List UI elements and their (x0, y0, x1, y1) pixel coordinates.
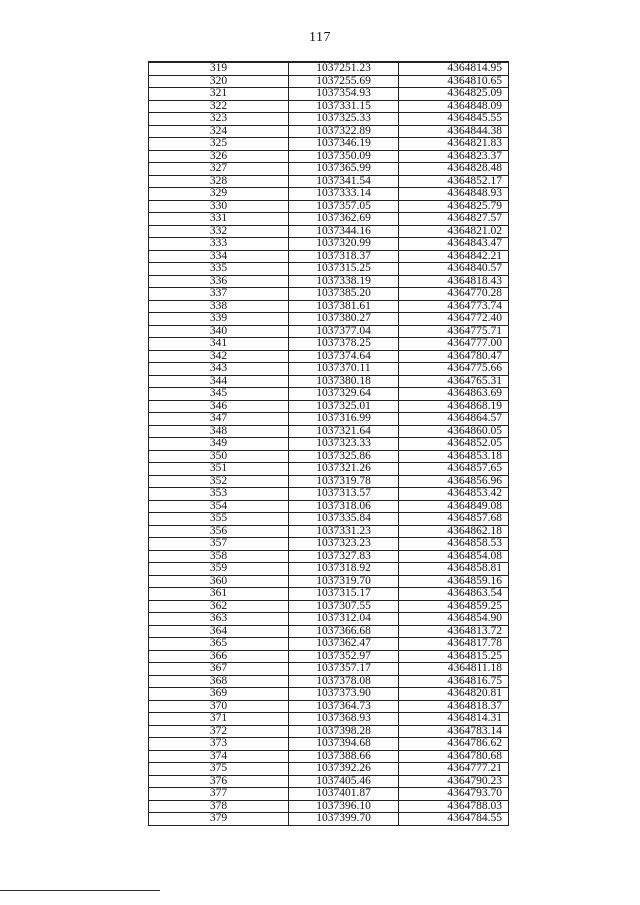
table-row (149, 750, 509, 763)
point-number-cell: 375 (149, 763, 289, 776)
point-number-cell: 340 (149, 325, 289, 338)
x-coordinate-cell: 1037362.69 (289, 213, 399, 226)
x-coordinate-cell: 1037255.69 (289, 75, 399, 88)
x-coordinate-cell: 1037380.27 (289, 313, 399, 326)
y-coordinate-cell: 4364844.38 (399, 125, 509, 138)
y-coordinate-cell: 4364818.37 (399, 700, 509, 713)
y-coordinate-cell: 4364825.79 (399, 200, 509, 213)
table-row (149, 600, 509, 613)
y-coordinate-cell: 4364852.05 (399, 438, 509, 451)
y-coordinate-cell: 4364863.54 (399, 588, 509, 601)
x-coordinate-cell: 1037374.64 (289, 350, 399, 363)
x-coordinate-cell: 1037319.70 (289, 575, 399, 588)
table-row (149, 138, 509, 151)
point-number-cell: 326 (149, 150, 289, 163)
point-number-cell: 348 (149, 425, 289, 438)
point-number-cell: 334 (149, 250, 289, 263)
point-number-cell: 343 (149, 363, 289, 376)
point-number-cell: 352 (149, 475, 289, 488)
x-coordinate-cell: 1037307.55 (289, 600, 399, 613)
y-coordinate-cell: 4364863.69 (399, 388, 509, 401)
y-coordinate-cell: 4364783.14 (399, 725, 509, 738)
x-coordinate-cell: 1037315.17 (289, 588, 399, 601)
table-row (149, 375, 509, 388)
point-number-cell: 337 (149, 288, 289, 301)
point-number-cell: 376 (149, 775, 289, 788)
y-coordinate-cell: 4364814.31 (399, 713, 509, 726)
x-coordinate-cell: 1037399.70 (289, 813, 399, 826)
point-number-cell: 374 (149, 750, 289, 763)
x-coordinate-cell: 1037357.05 (289, 200, 399, 213)
x-coordinate-cell: 1037341.54 (289, 175, 399, 188)
table-row (149, 325, 509, 338)
y-coordinate-cell: 4364859.16 (399, 575, 509, 588)
x-coordinate-cell: 1037315.25 (289, 263, 399, 276)
table-row (149, 663, 509, 676)
x-coordinate-cell: 1037380.18 (289, 375, 399, 388)
x-coordinate-cell: 1037327.83 (289, 550, 399, 563)
point-number-cell: 320 (149, 75, 289, 88)
x-coordinate-cell: 1037352.97 (289, 650, 399, 663)
table-row (149, 688, 509, 701)
table-row (149, 300, 509, 313)
y-coordinate-cell: 4364828.48 (399, 163, 509, 176)
x-coordinate-cell: 1037368.93 (289, 713, 399, 726)
point-number-cell: 322 (149, 100, 289, 113)
y-coordinate-cell: 4364858.81 (399, 563, 509, 576)
point-number-cell: 344 (149, 375, 289, 388)
point-number-cell: 377 (149, 788, 289, 801)
point-number-cell: 346 (149, 400, 289, 413)
page-number: 117 (309, 30, 331, 45)
table-row (149, 400, 509, 413)
y-coordinate-cell: 4364859.25 (399, 600, 509, 613)
x-coordinate-cell: 1037316.99 (289, 413, 399, 426)
x-coordinate-cell: 1037388.66 (289, 750, 399, 763)
point-number-cell: 371 (149, 713, 289, 726)
point-number-cell: 319 (149, 62, 289, 75)
y-coordinate-cell: 4364773.74 (399, 300, 509, 313)
table-row (149, 588, 509, 601)
x-coordinate-cell: 1037325.86 (289, 450, 399, 463)
y-coordinate-cell: 4364821.02 (399, 225, 509, 238)
point-number-cell: 324 (149, 125, 289, 138)
y-coordinate-cell: 4364784.55 (399, 813, 509, 826)
point-number-cell: 336 (149, 275, 289, 288)
y-coordinate-cell: 4364857.65 (399, 463, 509, 476)
x-coordinate-cell: 1037335.84 (289, 513, 399, 526)
table-row (149, 763, 509, 776)
y-coordinate-cell: 4364823.37 (399, 150, 509, 163)
y-coordinate-cell: 4364780.68 (399, 750, 509, 763)
y-coordinate-cell: 4364777.00 (399, 338, 509, 351)
y-coordinate-cell: 4364777.21 (399, 763, 509, 776)
x-coordinate-cell: 1037331.23 (289, 525, 399, 538)
point-number-cell: 332 (149, 225, 289, 238)
table-row (149, 88, 509, 101)
y-coordinate-cell: 4364811.18 (399, 663, 509, 676)
table-row (149, 538, 509, 551)
table-row (149, 200, 509, 213)
x-coordinate-cell: 1037398.28 (289, 725, 399, 738)
point-number-cell: 347 (149, 413, 289, 426)
point-number-cell: 333 (149, 238, 289, 251)
table-row (149, 475, 509, 488)
x-coordinate-cell: 1037366.68 (289, 625, 399, 638)
y-coordinate-cell: 4364775.71 (399, 325, 509, 338)
y-coordinate-cell: 4364843.47 (399, 238, 509, 251)
x-coordinate-cell: 1037313.57 (289, 488, 399, 501)
table-row (149, 563, 509, 576)
point-number-cell: 357 (149, 538, 289, 551)
x-coordinate-cell: 1037312.04 (289, 613, 399, 626)
point-number-cell: 365 (149, 638, 289, 651)
y-coordinate-cell: 4364827.57 (399, 213, 509, 226)
point-number-cell: 325 (149, 138, 289, 151)
x-coordinate-cell: 1037329.64 (289, 388, 399, 401)
x-coordinate-cell: 1037394.68 (289, 738, 399, 751)
point-number-cell: 369 (149, 688, 289, 701)
point-number-cell: 331 (149, 213, 289, 226)
x-coordinate-cell: 1037364.73 (289, 700, 399, 713)
table-row (149, 175, 509, 188)
y-coordinate-cell: 4364853.18 (399, 450, 509, 463)
table-row (149, 788, 509, 801)
table-row (149, 125, 509, 138)
point-number-cell: 345 (149, 388, 289, 401)
footnote-rule (0, 890, 160, 891)
point-number-cell: 360 (149, 575, 289, 588)
y-coordinate-cell: 4364852.17 (399, 175, 509, 188)
table-row (149, 238, 509, 251)
table-row (149, 250, 509, 263)
x-coordinate-cell: 1037401.87 (289, 788, 399, 801)
x-coordinate-cell: 1037344.16 (289, 225, 399, 238)
x-coordinate-cell: 1037251.23 (289, 62, 399, 75)
x-coordinate-cell: 1037378.08 (289, 675, 399, 688)
y-coordinate-cell: 4364770.28 (399, 288, 509, 301)
point-number-cell: 353 (149, 488, 289, 501)
y-coordinate-cell: 4364854.08 (399, 550, 509, 563)
table-row (149, 213, 509, 226)
x-coordinate-cell: 1037320.99 (289, 238, 399, 251)
point-number-cell: 367 (149, 663, 289, 676)
x-coordinate-cell: 1037365.99 (289, 163, 399, 176)
table-row (149, 525, 509, 538)
table-row (149, 488, 509, 501)
table-row (149, 413, 509, 426)
point-number-cell: 342 (149, 350, 289, 363)
y-coordinate-cell: 4364818.43 (399, 275, 509, 288)
point-number-cell: 359 (149, 563, 289, 576)
y-coordinate-cell: 4364868.19 (399, 400, 509, 413)
x-coordinate-cell: 1037370.11 (289, 363, 399, 376)
table-row (149, 275, 509, 288)
table-row (149, 463, 509, 476)
coordinates-table-body (149, 62, 509, 825)
table-row (149, 675, 509, 688)
point-number-cell: 339 (149, 313, 289, 326)
x-coordinate-cell: 1037318.92 (289, 563, 399, 576)
x-coordinate-cell: 1037325.33 (289, 113, 399, 126)
x-coordinate-cell: 1037373.90 (289, 688, 399, 701)
y-coordinate-cell: 4364825.09 (399, 88, 509, 101)
y-coordinate-cell: 4364856.96 (399, 475, 509, 488)
x-coordinate-cell: 1037377.04 (289, 325, 399, 338)
point-number-cell: 370 (149, 700, 289, 713)
y-coordinate-cell: 4364775.66 (399, 363, 509, 376)
x-coordinate-cell: 1037381.61 (289, 300, 399, 313)
x-coordinate-cell: 1037318.37 (289, 250, 399, 263)
point-number-cell: 330 (149, 200, 289, 213)
point-number-cell: 327 (149, 163, 289, 176)
y-coordinate-cell: 4364857.68 (399, 513, 509, 526)
y-coordinate-cell: 4364864.57 (399, 413, 509, 426)
x-coordinate-cell: 1037357.17 (289, 663, 399, 676)
table-row (149, 513, 509, 526)
point-number-cell: 323 (149, 113, 289, 126)
y-coordinate-cell: 4364854.90 (399, 613, 509, 626)
x-coordinate-cell: 1037325.01 (289, 400, 399, 413)
point-number-cell: 358 (149, 550, 289, 563)
point-number-cell: 341 (149, 338, 289, 351)
table-row (149, 550, 509, 563)
y-coordinate-cell: 4364816.75 (399, 675, 509, 688)
table-row (149, 100, 509, 113)
y-coordinate-cell: 4364820.81 (399, 688, 509, 701)
point-number-cell: 372 (149, 725, 289, 738)
x-coordinate-cell: 1037362.47 (289, 638, 399, 651)
x-coordinate-cell: 1037331.15 (289, 100, 399, 113)
table-row (149, 800, 509, 813)
table-row (149, 225, 509, 238)
y-coordinate-cell: 4364845.55 (399, 113, 509, 126)
y-coordinate-cell: 4364780.47 (399, 350, 509, 363)
x-coordinate-cell: 1037346.19 (289, 138, 399, 151)
table-row (149, 613, 509, 626)
x-coordinate-cell: 1037354.93 (289, 88, 399, 101)
point-number-cell: 350 (149, 450, 289, 463)
point-number-cell: 364 (149, 625, 289, 638)
point-number-cell: 363 (149, 613, 289, 626)
y-coordinate-cell: 4364821.83 (399, 138, 509, 151)
x-coordinate-cell: 1037323.23 (289, 538, 399, 551)
point-number-cell: 335 (149, 263, 289, 276)
point-number-cell: 368 (149, 675, 289, 688)
table-row (149, 638, 509, 651)
x-coordinate-cell: 1037392.26 (289, 763, 399, 776)
table-row (149, 713, 509, 726)
table-row (149, 700, 509, 713)
y-coordinate-cell: 4364815.25 (399, 650, 509, 663)
table-row (149, 338, 509, 351)
point-number-cell: 373 (149, 738, 289, 751)
point-number-cell: 378 (149, 800, 289, 813)
y-coordinate-cell: 4364814.95 (399, 62, 509, 75)
y-coordinate-cell: 4364786.62 (399, 738, 509, 751)
table-row (149, 363, 509, 376)
x-coordinate-cell: 1037318.06 (289, 500, 399, 513)
table-row (149, 575, 509, 588)
y-coordinate-cell: 4364849.08 (399, 500, 509, 513)
y-coordinate-cell: 4364813.72 (399, 625, 509, 638)
table-row (149, 388, 509, 401)
table-row (149, 150, 509, 163)
x-coordinate-cell: 1037322.89 (289, 125, 399, 138)
point-number-cell: 361 (149, 588, 289, 601)
table-row (149, 350, 509, 363)
table-row (149, 313, 509, 326)
point-number-cell: 379 (149, 813, 289, 826)
x-coordinate-cell: 1037396.10 (289, 800, 399, 813)
point-number-cell: 351 (149, 463, 289, 476)
point-number-cell: 321 (149, 88, 289, 101)
y-coordinate-cell: 4364842.21 (399, 250, 509, 263)
table-row (149, 62, 509, 75)
table-row (149, 775, 509, 788)
table-row (149, 650, 509, 663)
x-coordinate-cell: 1037319.78 (289, 475, 399, 488)
y-coordinate-cell: 4364848.09 (399, 100, 509, 113)
point-number-cell: 329 (149, 188, 289, 201)
y-coordinate-cell: 4364793.70 (399, 788, 509, 801)
table-row (149, 113, 509, 126)
table-row (149, 813, 509, 826)
table-row (149, 188, 509, 201)
point-number-cell: 362 (149, 600, 289, 613)
point-number-cell: 354 (149, 500, 289, 513)
y-coordinate-cell: 4364817.78 (399, 638, 509, 651)
y-coordinate-cell: 4364840.57 (399, 263, 509, 276)
point-number-cell: 355 (149, 513, 289, 526)
y-coordinate-cell: 4364790.23 (399, 775, 509, 788)
table-row (149, 75, 509, 88)
y-coordinate-cell: 4364765.31 (399, 375, 509, 388)
point-number-cell: 356 (149, 525, 289, 538)
table-row (149, 163, 509, 176)
table-row (149, 738, 509, 751)
table-row (149, 725, 509, 738)
table-row (149, 500, 509, 513)
point-number-cell: 338 (149, 300, 289, 313)
x-coordinate-cell: 1037321.64 (289, 425, 399, 438)
table-row (149, 263, 509, 276)
point-number-cell: 328 (149, 175, 289, 188)
y-coordinate-cell: 4364853.42 (399, 488, 509, 501)
table-row (149, 438, 509, 451)
x-coordinate-cell: 1037350.09 (289, 150, 399, 163)
point-number-cell: 366 (149, 650, 289, 663)
table-row (149, 625, 509, 638)
table-row (149, 288, 509, 301)
y-coordinate-cell: 4364772.40 (399, 313, 509, 326)
y-coordinate-cell: 4364788.03 (399, 800, 509, 813)
y-coordinate-cell: 4364860.05 (399, 425, 509, 438)
coordinates-table (148, 61, 509, 826)
y-coordinate-cell: 4364858.53 (399, 538, 509, 551)
y-coordinate-cell: 4364862.18 (399, 525, 509, 538)
x-coordinate-cell: 1037333.14 (289, 188, 399, 201)
x-coordinate-cell: 1037405.46 (289, 775, 399, 788)
x-coordinate-cell: 1037321.26 (289, 463, 399, 476)
x-coordinate-cell: 1037378.25 (289, 338, 399, 351)
y-coordinate-cell: 4364848.93 (399, 188, 509, 201)
x-coordinate-cell: 1037338.19 (289, 275, 399, 288)
y-coordinate-cell: 4364810.65 (399, 75, 509, 88)
table-row (149, 450, 509, 463)
table-row (149, 425, 509, 438)
x-coordinate-cell: 1037323.33 (289, 438, 399, 451)
point-number-cell: 349 (149, 438, 289, 451)
x-coordinate-cell: 1037385.20 (289, 288, 399, 301)
